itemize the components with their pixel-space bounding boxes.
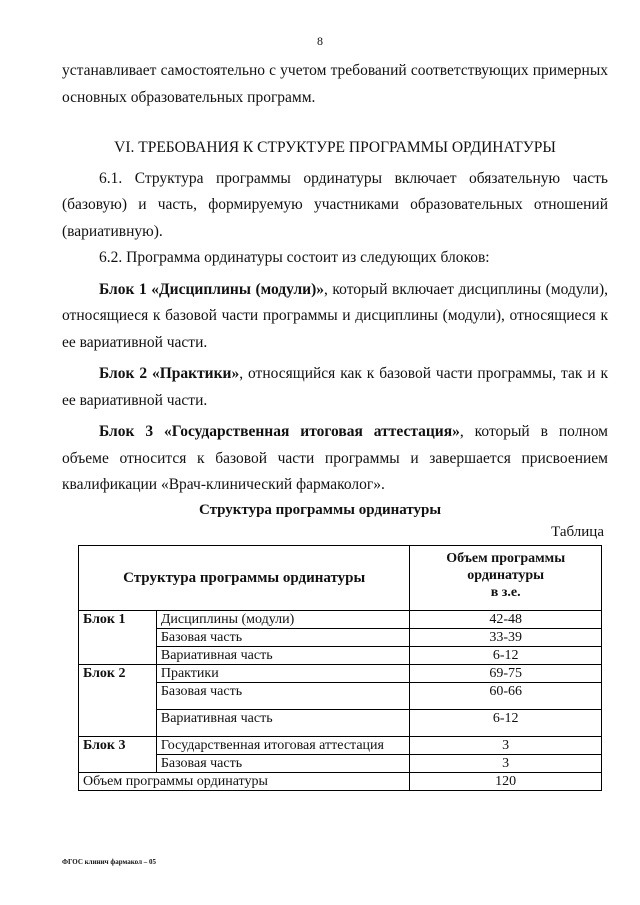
block-cell: Блок 3 (79, 737, 157, 773)
row-name: Вариативная часть (156, 647, 409, 665)
row-value: 33-39 (410, 629, 602, 647)
paragraph-6-1: 6.1. Структура программы ординатуры включает обязательную часть (базовую) и часть, формируемую участниками образовательных отношений (вариативную). (62, 169, 608, 240)
table-row (79, 755, 602, 773)
table-header-row (79, 546, 602, 611)
paragraph-6-2: 6.2. Программа ординатуры состоит из следующих блоков: (99, 249, 490, 266)
header-volume (410, 546, 602, 611)
total-label: Объем программы ординатуры (79, 773, 410, 791)
header-volume-line-1: Объем программы (446, 551, 566, 566)
block-cell: Блок 2 (79, 665, 157, 737)
header-structure: Структура программы ординатуры (79, 546, 410, 611)
row-value: 6-12 (410, 710, 602, 737)
block-2-text: , относящийся как к базовой части программы, так и к ее вариативной части. (62, 365, 608, 409)
footer-note: ФГОС клинич фармакол – 05 (62, 858, 157, 866)
section-heading: VI. ТРЕБОВАНИЯ К СТРУКТУРЕ ПРОГРАММЫ ОРДИНАТУРЫ (114, 139, 556, 156)
table-title: Структура программы ординатуры (198, 502, 442, 518)
row-value: 3 (410, 737, 602, 755)
row-name: Базовая часть (156, 629, 409, 647)
table-row (79, 629, 602, 647)
table-row (79, 737, 602, 755)
table-row (79, 611, 602, 629)
row-name: Дисциплины (модули) (156, 611, 409, 629)
paragraph-block-2 (62, 361, 608, 414)
block-3-text: , который в полном объеме относится к базовой части программы и завершается присвоением квалификации «Врач-клинический фармаколог». (62, 423, 608, 493)
row-value: 60-66 (410, 683, 602, 710)
header-volume-line-3: в з.е. (490, 585, 521, 600)
block-3-title: Блок 3 «Государственная итоговая аттестация» (99, 423, 460, 440)
page-number: 8 (317, 34, 323, 48)
body-text (62, 58, 608, 499)
row-name: Практики (156, 665, 409, 683)
block-1-title: Блок 1 «Дисциплины (модули)» (99, 280, 325, 298)
row-value: 69-75 (410, 665, 602, 683)
header-volume-line-2: ординатуры (467, 568, 545, 583)
row-name: Вариативная часть (156, 710, 409, 737)
table-row (79, 710, 602, 737)
row-name: Базовая часть (156, 683, 409, 710)
table-label: Таблица (551, 524, 604, 540)
table-row (79, 647, 602, 665)
row-value: 42-48 (410, 611, 602, 629)
paragraph-block-3 (62, 419, 608, 499)
table-total-row (79, 773, 602, 791)
table-row (79, 683, 602, 710)
block-2-title: Блок 2 «Практики» (99, 365, 240, 382)
row-value: 3 (410, 755, 602, 773)
program-structure-table (78, 545, 602, 791)
row-value: 6-12 (410, 647, 602, 665)
row-name: Государственная итоговая аттестация (156, 737, 409, 755)
paragraph-block-1 (62, 277, 608, 357)
block-1-text: , который включает дисциплины (модули), относящиеся к базовой части программы и дисциплины (модули), относящиеся к ее вариативной части. (62, 280, 608, 351)
total-value: 120 (410, 773, 602, 791)
row-name: Базовая часть (156, 755, 409, 773)
paragraph-continuation: устанавливает самостоятельно с учетом требований соответствующих примерных основных образовательных программ. (62, 62, 608, 106)
table-row (79, 665, 602, 683)
block-cell: Блок 1 (79, 611, 157, 665)
